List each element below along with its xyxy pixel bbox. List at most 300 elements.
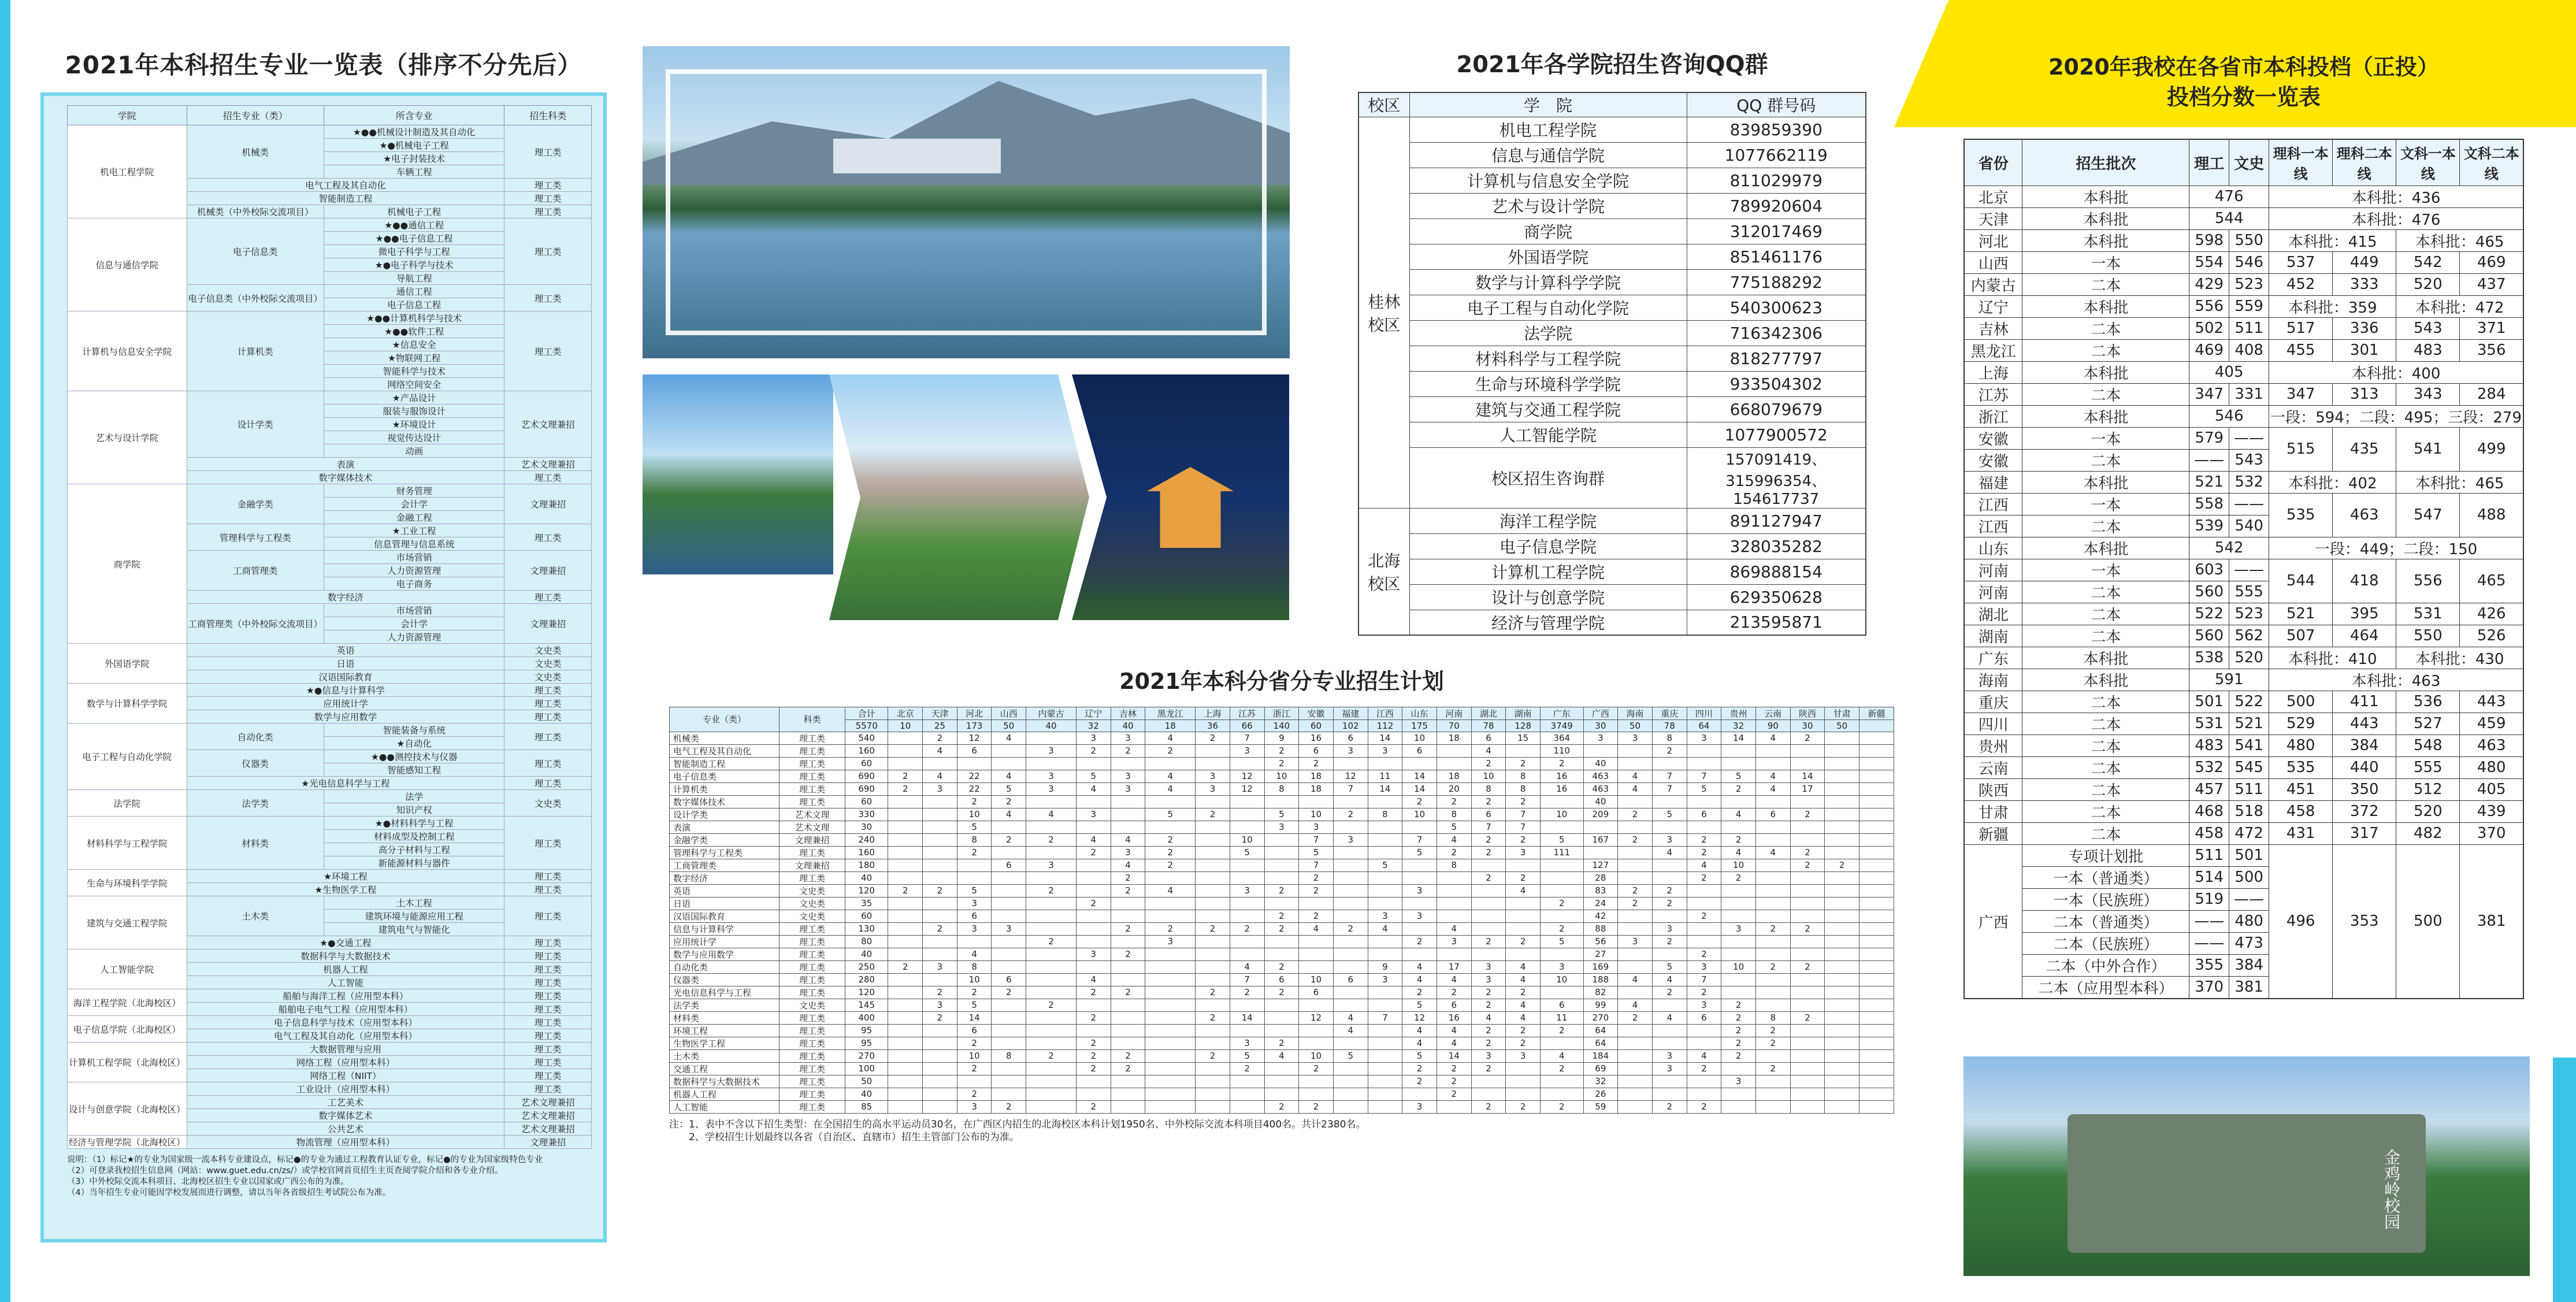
score-header: 理工 (2189, 139, 2229, 186)
plan-cell (1825, 846, 1859, 859)
plan-cell: 3 (1026, 744, 1077, 757)
plan-cell: 2 (1333, 808, 1368, 821)
plan-cell (1026, 948, 1077, 960)
plan-row (670, 986, 1894, 999)
plan-cell: 10 (1264, 770, 1299, 782)
plan-cell: 7 (1230, 732, 1264, 744)
major-cell: ★自动化 (324, 737, 504, 750)
batch-cell: 一本 (2022, 559, 2189, 581)
batch-cell: 二本 (2022, 756, 2189, 778)
plan-cell: 2 (1076, 986, 1111, 999)
province-header: 广东 (1541, 707, 1583, 720)
plan-cell: 3 (1076, 732, 1111, 744)
line-cell: 426 (2460, 603, 2523, 625)
plan-cell (1111, 1024, 1145, 1037)
score-cell: —— (2189, 932, 2229, 954)
subject-type-cell: 理工类 (504, 949, 592, 963)
plan-cell: 2 (1196, 1011, 1230, 1024)
plan-cell (923, 935, 957, 948)
plan-cell (1230, 948, 1264, 960)
score-cell: 542 (2189, 537, 2269, 559)
subject-type-cell: 理工类 (504, 218, 592, 285)
majors-table (67, 105, 592, 1149)
plan-cell (1368, 897, 1402, 910)
plan-cell (1230, 795, 1264, 808)
plan-cell (923, 1037, 957, 1049)
batch-cell: 二本 (2022, 515, 2189, 537)
plan-cell (1230, 808, 1264, 821)
plan-cell (1755, 859, 1790, 871)
major-category-cell: 汉语国际教育 (187, 670, 504, 684)
plan-cell: 250 (845, 960, 888, 973)
plan-cell: 120 (845, 986, 888, 999)
major-cell: ★●机械电子工程 (324, 139, 504, 152)
plan-cell: 2 (957, 986, 992, 999)
qq-row (1358, 320, 1866, 346)
plan-cell (1790, 897, 1825, 910)
line-cell: 541 (2396, 427, 2460, 471)
plan-cell: 2 (1196, 986, 1230, 999)
plan-cell (1859, 910, 1894, 922)
plan-cell (1825, 884, 1859, 897)
major-category-cell: 工商管理类 (187, 551, 324, 591)
plan-cell: 2 (1437, 795, 1471, 808)
score-cell: 544 (2189, 207, 2269, 229)
plan-cell (1721, 744, 1756, 757)
score-cell: 543 (2229, 449, 2269, 471)
plan-cell: 2 (1687, 948, 1721, 960)
plan-cell: 8 (1437, 808, 1471, 821)
plan-cell (1825, 744, 1859, 757)
plan-cell: 2 (1755, 1062, 1790, 1075)
plan-cell (1652, 1037, 1687, 1049)
plan-cell: 4 (1618, 770, 1653, 782)
plan-cell (1368, 795, 1402, 808)
plan-cell (888, 744, 923, 757)
college-cell: 海洋工程学院（北海校区） (68, 989, 187, 1016)
plan-cell (1333, 1037, 1368, 1049)
plan-cell (1790, 1075, 1825, 1088)
subject-type-cell: 文史类 (504, 644, 592, 657)
plan-cell (1368, 1049, 1402, 1062)
plan-cell (1196, 935, 1230, 948)
plan-cell: 42 (1583, 910, 1618, 922)
plan-cell: 2 (1437, 1075, 1471, 1088)
plan-cell (992, 821, 1026, 833)
college-cell: 艺术与设计学院 (68, 391, 187, 484)
plan-cell (1506, 948, 1541, 960)
plan-cell (888, 910, 923, 922)
province-header: 湖北 (1471, 707, 1506, 720)
plan-cell (1196, 1024, 1230, 1037)
plan-cell (1755, 986, 1790, 999)
plan-cell (1145, 897, 1196, 910)
plan-cell: 3 (1145, 935, 1196, 948)
major-name-cell: 电气工程及其自动化 (670, 744, 780, 757)
line-cell: 482 (2396, 822, 2460, 844)
plan-cell: 12 (1402, 1011, 1437, 1024)
plan-cell (1687, 744, 1721, 757)
plan-cell (1721, 884, 1756, 897)
plan-cell (1471, 897, 1506, 910)
major-category-cell: 法学类 (187, 790, 324, 817)
plan-cell: 3 (1471, 960, 1506, 973)
plan-cell: 95 (845, 1037, 888, 1049)
plan-cell: 4 (1618, 999, 1653, 1011)
plan-cell: 2 (1402, 1062, 1437, 1075)
line-cell: 本科批：410 (2269, 647, 2396, 669)
building-photo (643, 374, 833, 574)
plan-cell (1825, 757, 1859, 770)
province-total: 18 (1145, 720, 1196, 732)
plan-cell (1859, 732, 1894, 744)
line-cell: 507 (2269, 625, 2333, 647)
plan-cell: 2 (1437, 1062, 1471, 1075)
plan-cell (1790, 884, 1825, 897)
province-header: 陕西 (1790, 707, 1825, 720)
subject-type-cell: 艺术文理兼招 (504, 1109, 592, 1122)
score-header: 省份 (1964, 139, 2022, 186)
plan-cell (1111, 1075, 1145, 1088)
plan-cell (1790, 1049, 1825, 1062)
province-cell: 安徽 (1964, 427, 2022, 449)
qq-row (1358, 584, 1866, 610)
plan-cell (1618, 948, 1653, 960)
plan-cell: 2 (1687, 846, 1721, 859)
plan-cell: 7 (1652, 782, 1687, 795)
plan-cell: 10 (957, 1049, 992, 1062)
score-cell: 555 (2229, 581, 2269, 603)
plan-cell: 99 (1583, 999, 1618, 1011)
subject-type-cell: 理工类 (504, 205, 592, 218)
plan-cell: 3 (957, 1100, 992, 1113)
majors-row (68, 391, 592, 405)
province-header: 安徽 (1299, 707, 1334, 720)
score-cell: 522 (2189, 603, 2229, 625)
college-cell: 法学院 (1409, 320, 1687, 346)
plan-cell: 5 (957, 821, 992, 833)
plan-cell: 18 (1299, 782, 1334, 795)
plan-cell: 2 (1076, 897, 1111, 910)
plan-cell (1583, 846, 1618, 859)
line-cell: 496 (2269, 844, 2333, 999)
score-cell: 554 (2189, 251, 2229, 273)
plan-cell: 5 (957, 884, 992, 897)
line-cell: 515 (2269, 427, 2333, 471)
score-cell: 514 (2189, 866, 2229, 888)
plan-cell: 2 (1687, 1062, 1721, 1075)
major-category-cell: 日语 (187, 657, 504, 670)
plan-cell (1264, 846, 1299, 859)
plan-cell: 4 (1437, 973, 1471, 986)
plan-cell (1402, 757, 1437, 770)
province-header: 云南 (1755, 707, 1790, 720)
plan-cell: 理工类 (780, 770, 845, 782)
plan-cell: 理工类 (780, 1075, 845, 1088)
plan-cell (1721, 948, 1756, 960)
plan-cell (1196, 999, 1230, 1011)
line-cell: 435 (2333, 427, 2396, 471)
subject-type-cell: 理工类 (504, 471, 592, 484)
province-total: 102 (1333, 720, 1368, 732)
plan-cell (1333, 948, 1368, 960)
batch-cell: 二本 (2022, 778, 2189, 800)
plan-cell (1652, 948, 1687, 960)
plan-cell (1111, 808, 1145, 821)
score-cell: 476 (2189, 186, 2269, 207)
plan-cell (1825, 1024, 1859, 1037)
plan-cell (888, 986, 923, 999)
plan-cell: 9 (1264, 732, 1299, 744)
plan-cell (992, 1011, 1026, 1024)
plan-cell (1755, 910, 1790, 922)
plan-cell: 2 (1790, 859, 1825, 871)
plan-notes (669, 1118, 1894, 1144)
major-name-cell: 设计学类 (670, 808, 780, 821)
major-category-cell: 数学与应用数学 (187, 710, 504, 724)
plan-cell (992, 999, 1026, 1011)
province-header: 上海 (1196, 707, 1230, 720)
line-cell: 483 (2396, 339, 2460, 361)
plan-cell: 2 (1299, 1062, 1334, 1075)
plan-cell (1402, 948, 1437, 960)
scores-table (1963, 139, 2524, 999)
scores-title (1963, 52, 2524, 112)
plan-cell (923, 897, 957, 910)
plan-cell: 160 (845, 744, 888, 757)
plan-cell (1471, 884, 1506, 897)
plan-cell: 2 (1506, 935, 1541, 948)
plan-cell (1687, 795, 1721, 808)
plan-cell (1825, 1049, 1859, 1062)
plan-cell: 6 (1541, 999, 1583, 1011)
major-cell: ★电子封装技术 (324, 152, 504, 165)
major-name-cell: 管理科学与工程类 (670, 846, 780, 859)
plan-cell: 400 (845, 1011, 888, 1024)
plan-cell: 4 (1026, 808, 1077, 821)
majors-row (68, 218, 592, 232)
plan-cell (1437, 910, 1471, 922)
score-cell: 579 (2189, 427, 2229, 449)
plan-cell (1111, 897, 1145, 910)
plan-cell: 2 (1264, 960, 1299, 973)
plan-cell: 4 (1755, 782, 1790, 795)
qq-header: 学 院 (1409, 92, 1687, 117)
plan-cell (1618, 1062, 1653, 1075)
plan-cell (1618, 1088, 1653, 1100)
plan-cell: 2 (992, 1100, 1026, 1113)
qq-row (1358, 142, 1866, 168)
plan-cell: 3 (923, 999, 957, 1011)
plan-cell: 理工类 (780, 960, 845, 973)
line-cell: 547 (2396, 493, 2460, 537)
subject-type-cell: 理工类 (504, 936, 592, 949)
plan-cell: 2 (957, 846, 992, 859)
plan-cell (1402, 922, 1437, 935)
plan-cell: 4 (1755, 770, 1790, 782)
province-total: 32 (1076, 720, 1111, 732)
plan-cell (1721, 910, 1756, 922)
score-row (1964, 427, 2523, 449)
plan-cell (1755, 948, 1790, 960)
plan-cell: 330 (845, 808, 888, 821)
province-total: 10 (888, 720, 923, 732)
plan-cell (1402, 821, 1437, 833)
plan-cell (1652, 859, 1687, 871)
plan-cell: 3 (1368, 973, 1402, 986)
plan-cell: 6 (1333, 973, 1368, 986)
major-cell: 法学 (324, 790, 504, 803)
batch-cell: 本科批 (2022, 229, 2189, 251)
plan-cell: 17 (1437, 960, 1471, 973)
score-row (1964, 295, 2523, 317)
plan-cell (888, 999, 923, 1011)
plan-cell: 18 (1299, 770, 1334, 782)
plan-cell (1333, 757, 1368, 770)
plan-cell: 2 (1076, 1037, 1111, 1049)
plan-cell (1196, 948, 1230, 960)
plan-cell (1076, 884, 1111, 897)
plan-cell (957, 871, 992, 884)
plan-cell (1790, 1100, 1825, 1113)
plan-cell: 5 (1652, 808, 1687, 821)
major-cell: 智能装备与系统 (324, 724, 504, 737)
qq-number-cell: 540300623 (1687, 295, 1866, 320)
plan-cell: 10 (1299, 973, 1334, 986)
plan-cell (1145, 948, 1196, 960)
plan-cell (1299, 1037, 1334, 1049)
plan-cell: 160 (845, 846, 888, 859)
major-name-cell: 环境工程 (670, 1024, 780, 1037)
plan-cell (992, 1062, 1026, 1075)
plan-cell (1402, 1088, 1437, 1100)
plan-cell: 5 (1652, 960, 1687, 973)
plan-cell (1859, 795, 1894, 808)
plan-cell: 2 (1652, 935, 1687, 948)
plan-cell (888, 871, 923, 884)
majors-header: 学院 (68, 106, 187, 125)
plan-cell: 2 (1721, 1037, 1756, 1049)
plan-cell (888, 897, 923, 910)
score-row (1964, 691, 2523, 713)
plan-cell (1506, 859, 1541, 871)
province-cell: 北京 (1964, 186, 2022, 207)
major-cell: 高分子材料与工程 (324, 843, 504, 856)
plan-cell: 6 (992, 973, 1026, 986)
plan-cell: 4 (1506, 1011, 1541, 1024)
plan-cell: 3 (1652, 1062, 1687, 1075)
plan-cell: 2 (1026, 999, 1077, 1011)
plan-cell (1230, 871, 1264, 884)
plan-cell (1541, 910, 1583, 922)
plan-cell (1541, 1075, 1583, 1088)
plan-cell: 2 (1618, 808, 1653, 821)
plan-cell: 2 (1506, 986, 1541, 999)
plan-cell: 2 (1145, 846, 1196, 859)
campus-cell: 桂林校区 (1358, 117, 1409, 508)
line-cell: 431 (2269, 822, 2333, 844)
line-cell: 500 (2269, 691, 2333, 713)
plan-cell (1859, 884, 1894, 897)
plan-cell: 4 (1437, 1024, 1471, 1037)
plan-cell: 2 (1652, 744, 1687, 757)
major-cell: 市场营销 (324, 551, 504, 564)
plan-cell (1859, 821, 1894, 833)
college-cell: 人工智能学院 (1409, 422, 1687, 447)
plan-cell (1790, 1037, 1825, 1049)
line-cell: 284 (2460, 383, 2523, 405)
plan-cell (1230, 1024, 1264, 1037)
major-name-cell: 法学类 (670, 999, 780, 1011)
plan-cell: 6 (1687, 808, 1721, 821)
line-cell: 543 (2396, 317, 2460, 339)
province-cell: 新疆 (1964, 822, 2022, 844)
plan-cell (1859, 871, 1894, 884)
majors-row (68, 989, 592, 1003)
plan-cell: 4 (1687, 859, 1721, 871)
batch-cell: 一本（民族班） (2022, 888, 2189, 910)
province-total: 173 (957, 720, 992, 732)
province-cell: 河南 (1964, 559, 2022, 581)
major-category-cell: 英语 (187, 644, 504, 657)
plan-cell: 2 (1196, 808, 1230, 821)
plan-cell: 6 (957, 910, 992, 922)
line-cell: 542 (2396, 251, 2460, 273)
plan-cell (1026, 1062, 1077, 1075)
plan-cell: 2 (1790, 960, 1825, 973)
plan-cell: 4 (1471, 744, 1506, 757)
score-cell: 501 (2229, 844, 2269, 866)
college-cell: 计算机工程学院 (1409, 559, 1687, 584)
plan-cell (1145, 821, 1196, 833)
plan-cell (1368, 884, 1402, 897)
plan-cell (1299, 897, 1334, 910)
plan-cell (1111, 821, 1145, 833)
plan-cell: 2 (1299, 871, 1334, 884)
plan-cell (1721, 986, 1756, 999)
plan-cell (1111, 795, 1145, 808)
score-cell: 522 (2229, 691, 2269, 713)
line-cell: 405 (2460, 778, 2523, 800)
plan-cell (1026, 1088, 1077, 1100)
college-cell: 经济与管理学院 (1409, 610, 1687, 635)
major-cell: 网络空间安全 (324, 378, 504, 391)
plan-cell (1196, 859, 1230, 871)
major-cell: 车辆工程 (324, 165, 504, 179)
plan-cell: 188 (1583, 973, 1618, 986)
major-category-cell: ★光电信息科学与工程 (187, 777, 504, 790)
qq-row (1358, 244, 1866, 269)
plan-cell: 文史类 (780, 999, 845, 1011)
major-category-cell: ★环境工程 (187, 870, 504, 883)
score-cell: 560 (2189, 625, 2229, 647)
major-cell: ★环境设计 (324, 418, 504, 431)
plan-cell (1825, 1062, 1859, 1075)
major-name-cell: 数据科学与大数据技术 (670, 1075, 780, 1088)
plan-cell: 60 (845, 910, 888, 922)
plan-cell: 5 (1230, 1049, 1264, 1062)
plan-cell: 4 (1145, 782, 1196, 795)
plan-cell: 4 (992, 808, 1026, 821)
plan-cell (1825, 973, 1859, 986)
line-cell: 336 (2333, 317, 2396, 339)
score-row (1964, 778, 2523, 800)
plan-cell: 24 (1583, 897, 1618, 910)
plan-row (670, 732, 1894, 744)
college-cell: 设计与创意学院（北海校区） (68, 1082, 187, 1136)
plan-cell: 10 (1299, 1049, 1334, 1062)
plan-cell: 2 (992, 795, 1026, 808)
